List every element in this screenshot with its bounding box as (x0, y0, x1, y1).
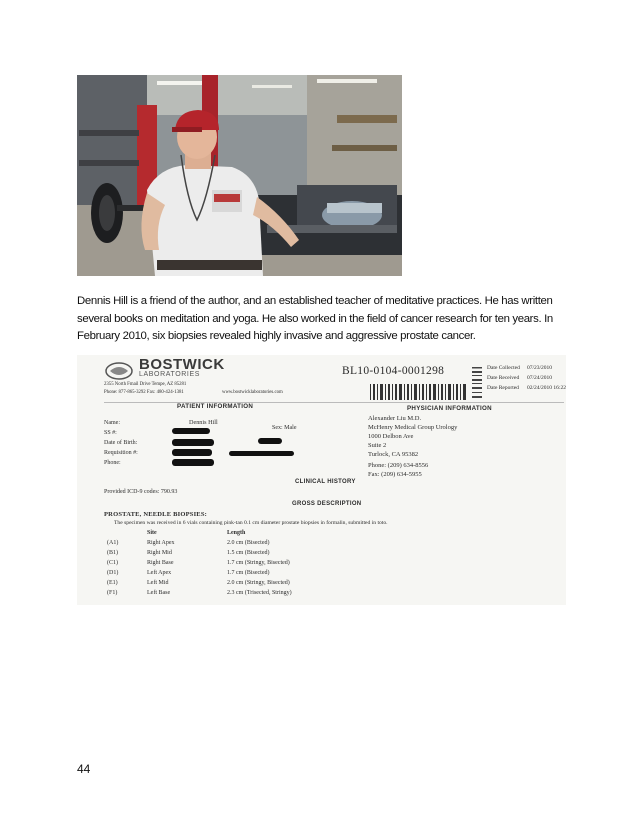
date-received-label: Date Received (487, 375, 520, 381)
redaction-bar (258, 438, 282, 444)
column-length: Length (227, 530, 246, 536)
row-code: (C1) (107, 560, 118, 566)
row-code: (A1) (107, 540, 119, 546)
row-site: Right Base (147, 560, 174, 566)
row-length: 1.7 cm (Bisected) (227, 570, 270, 576)
row-length: 1.7 cm (Stringy, Bisected) (227, 560, 290, 566)
lab-report-scan (77, 355, 566, 605)
lab-name: BOSTWICK (139, 356, 225, 373)
phone-label: Phone: (104, 460, 121, 466)
physician-practice: McHenry Medical Group Urology (368, 424, 458, 431)
physician-info-header: PHYSICIAN INFORMATION (407, 405, 492, 412)
column-site: Site (147, 530, 157, 536)
redaction-bar (172, 459, 214, 466)
sex-label: Sex: Male (272, 425, 297, 431)
date-collected-label: Date Collected (487, 365, 520, 371)
physician-fax: Fax: (209) 634-5955 (368, 471, 422, 478)
row-site: Left Apex (147, 570, 172, 576)
specimen-text: The specimen was received in 6 vials containing pink-tan 0.1 cm diameter prostate biopsies in formalin, submitted in toto. (114, 520, 388, 526)
specimen-header: PROSTATE, NEEDLE BIOPSIES: (104, 511, 208, 518)
lab-website: www.bostwicklaboratories.com (222, 390, 283, 395)
lab-address: 2355 North Fmail Drive Tempe, AZ 85281 (104, 382, 187, 387)
physician-name: Alexander Liu M.D. (368, 415, 422, 422)
page-number: 44 (77, 762, 91, 776)
side-barcode (472, 367, 482, 401)
lab-phone: Phone: 877-865-3292 Fax: 480-424-1381 (104, 390, 184, 395)
date-collected-value: 07/23/2010 (527, 365, 553, 371)
row-length: 2.0 cm (Bisected) (227, 540, 270, 546)
dob-label: Date of Birth: (104, 440, 138, 446)
redaction-bar (229, 451, 294, 456)
row-site: Left Base (147, 590, 171, 596)
physician-city: Turlock, CA 95382 (368, 451, 419, 458)
redaction-bar (172, 428, 210, 434)
clinical-history-header: CLINICAL HISTORY (295, 479, 356, 485)
row-code: (D1) (107, 570, 119, 576)
gross-description-header: GROSS DESCRIPTION (292, 501, 362, 507)
redaction-bar (172, 439, 214, 446)
accession-number: BL10-0104-0001298 (342, 365, 445, 377)
row-length: 2.0 cm (Stringy, Bisected) (227, 580, 290, 586)
row-code: (F1) (107, 590, 118, 596)
date-received-value: 07/24/2010 (527, 375, 553, 381)
redaction-bar (172, 449, 212, 456)
physician-phone: Phone: (209) 634-8556 (368, 462, 429, 469)
barcode (370, 384, 468, 400)
date-reported-value: 02/24/2010 16:22 (527, 385, 566, 391)
row-length: 1.5 cm (Bisected) (227, 550, 270, 556)
date-reported-label: Date Reported (487, 385, 519, 391)
requisition-label: Requisition #: (104, 450, 138, 456)
row-site: Right Mid (147, 550, 172, 556)
photo-illustration (77, 75, 402, 276)
ssn-label: SS #: (104, 430, 117, 436)
row-length: 2.3 cm (Trisected, Stringy) (227, 590, 292, 596)
row-site: Left Mid (147, 580, 169, 586)
physician-street: 1000 Delbon Ave (368, 433, 414, 440)
row-code: (B1) (107, 550, 118, 556)
row-site: Right Apex (147, 540, 175, 546)
name-value: Dennis Hill (189, 419, 218, 426)
row-code: (E1) (107, 580, 118, 586)
patient-info-header: PATIENT INFORMATION (177, 403, 254, 410)
icd-codes: Provided ICD-9 codes: 790.93 (104, 489, 178, 495)
physician-suite: Suite 2 (368, 442, 387, 449)
body-paragraph: Dennis Hill is a friend of the author, and an established teacher of meditative practices. He has written several books on meditation and yoga. He also worked in the field of cancer research for ten years. In February 2010, six biopsies revealed highly invasive and aggressive prostate cancer. (77, 295, 553, 343)
lab-subname: LABORATORIES (139, 371, 201, 378)
photo-dennis-hill (77, 75, 402, 276)
lab-logo-icon (104, 361, 134, 381)
header-rule (104, 402, 564, 403)
name-label: Name: (104, 420, 120, 426)
